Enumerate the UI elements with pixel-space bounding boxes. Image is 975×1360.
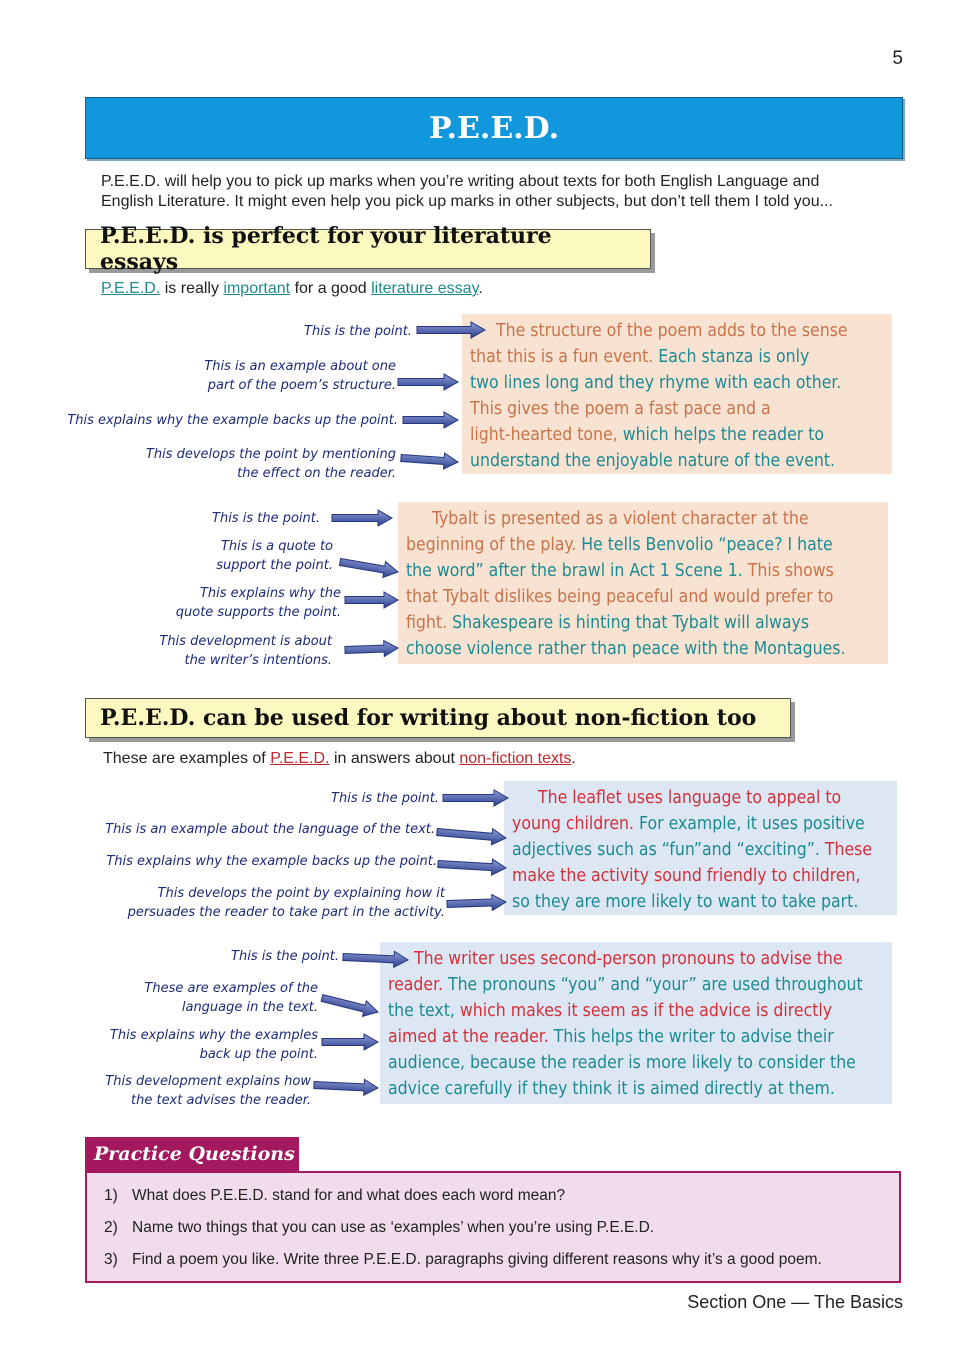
label-line: This is a quote to <box>220 539 333 554</box>
question-number: 3) <box>104 1251 118 1268</box>
label-line: This explains why the examples <box>109 1028 318 1043</box>
section-heading-text: P.E.E.D. is perfect for your literature essays <box>100 223 552 275</box>
peed-link[interactable]: P.E.E.D. <box>270 750 330 767</box>
label-line: language in the text. <box>181 1000 318 1015</box>
pointer-arrow-icon <box>345 640 399 658</box>
page-number: 5 <box>892 48 903 69</box>
practice-question <box>104 1187 565 1205</box>
paragraph-text: The leaflet uses language to appeal to <box>538 788 842 808</box>
practice-questions-tab <box>85 1137 299 1171</box>
paragraph-text: He tells Benvolio “peace? I hate <box>581 535 833 555</box>
paragraph-text: fight. <box>406 613 453 633</box>
label-line: part of the poem’s structure. <box>207 378 396 393</box>
paragraph-text: that Tybalt dislikes being peaceful and would prefer to <box>406 587 834 607</box>
paragraph-text: This gives the poem a fast pace and a <box>470 399 771 419</box>
label-point: This is the point. <box>304 324 412 339</box>
label-line: quote supports the point. <box>175 605 341 620</box>
label-line: These are examples of the <box>144 981 318 996</box>
label-point: This is the point. <box>231 949 339 964</box>
paragraph-text: Tybalt is presented as a violent character at the <box>432 509 809 529</box>
intro-line-1: P.E.E.D. will help you to pick up marks when you’re writing about texts for both English Language and <box>101 173 820 190</box>
question-text: Name two things that you can use as ‘examples’ when you’re using P.E.E.D. <box>132 1219 655 1236</box>
paragraph-text: advice carefully if they think it is aimed directly at them. <box>388 1079 835 1099</box>
non-fiction-texts-link[interactable]: non-fiction texts <box>459 750 572 767</box>
label-line: This explains why the <box>199 586 341 601</box>
paragraph-text: adjectives such as “fun”and “exciting”. <box>512 840 825 860</box>
paragraph-text: For example, it uses positive <box>639 814 865 834</box>
practice-question <box>104 1251 822 1269</box>
paragraph-text: This helps the writer to advise their <box>553 1027 834 1047</box>
label-line: the effect on the reader. <box>237 466 396 481</box>
paragraph-text: This shows <box>747 561 834 581</box>
paragraph-text: The writer uses second-person pronouns to advise the <box>414 949 843 969</box>
pointer-arrow-icon <box>443 790 508 806</box>
label-line: the writer’s intentions. <box>184 653 332 668</box>
paragraph-text: so they are more likely to want to take part. <box>512 892 859 912</box>
lead-text: These are examples of <box>103 750 271 767</box>
pointer-arrow-icon <box>345 592 398 608</box>
label-line: This is an example about one <box>204 359 396 374</box>
paragraph-text: understand the enjoyable nature of the event. <box>470 451 836 471</box>
question-text: Find a poem you like. Write three P.E.E.D. paragraphs giving different reasons why it’s a good poem. <box>132 1251 822 1268</box>
paragraph-text: Shakespeare is hinting that Tybalt will always <box>452 613 810 633</box>
pointer-arrow-icon <box>322 1034 378 1050</box>
section-heading-text: P.E.E.D. can be used for writing about non-fiction too <box>100 705 757 731</box>
pointer-arrow-icon <box>403 412 458 428</box>
label-line: back up the point. <box>199 1047 318 1062</box>
page-title: P.E.E.D. <box>428 110 560 146</box>
paragraph-text: the text, <box>388 1001 460 1021</box>
label-line: This develops the point by explaining how it <box>157 886 445 901</box>
pointer-arrow-icon <box>400 450 458 470</box>
practice-questions-title: Practice Questions <box>94 1143 295 1165</box>
practice-question <box>104 1219 654 1237</box>
label-line: This develops the point by mentioning <box>145 447 396 462</box>
question-text: What does P.E.E.D. stand for and what does each word mean? <box>132 1187 566 1204</box>
pointer-arrow-icon <box>398 374 458 390</box>
paragraph-text: aimed at the reader. <box>388 1027 554 1047</box>
paragraph-text: The structure of the poem adds to the sense <box>496 321 848 341</box>
literature-essay-link[interactable]: literature essay <box>371 280 479 297</box>
important-link[interactable]: important <box>223 280 291 297</box>
paragraph-text: the word” after the brawl in Act 1 Scene 1. <box>406 561 748 581</box>
pointer-arrow-icon <box>320 990 380 1020</box>
paragraph-text: The pronouns “you” and “your” are used throughout <box>447 975 863 995</box>
paragraph-text: audience, because the reader is more likely to consider the <box>388 1053 856 1073</box>
paragraph-text: light-hearted tone, <box>470 425 623 445</box>
paragraph-text: These <box>824 840 873 860</box>
pointer-arrow-icon <box>438 856 507 876</box>
paragraph-text: choose violence rather than peace with the Montagues. <box>406 639 846 659</box>
label-explain: This explains why the example backs up the point. <box>67 413 398 428</box>
paragraph-text: young children. <box>512 814 640 834</box>
intro-line-2: English Literature. It might even help you pick up marks in other subjects, but don’t tell them I told you... <box>101 193 833 210</box>
paragraph-text: which helps the reader to <box>622 425 825 445</box>
paragraph-text: which makes it seem as if the advice is directly <box>459 1001 833 1021</box>
pointer-arrow-icon <box>417 322 485 338</box>
peed-link[interactable]: P.E.E.D. <box>101 280 161 297</box>
paragraph-text: that this is a fun event. <box>470 347 659 367</box>
lead-text: is really <box>160 280 224 297</box>
lead-text: . <box>571 750 576 767</box>
pointer-arrow-icon <box>332 510 392 526</box>
question-number: 2) <box>104 1219 118 1236</box>
paragraph-text: beginning of the play. <box>406 535 582 555</box>
label-point: This is the point. <box>212 511 320 526</box>
pointer-arrow-icon <box>314 1077 379 1096</box>
pointer-arrow-icon <box>436 824 506 846</box>
pointer-arrow-icon <box>339 554 400 580</box>
lead-text: for a good <box>290 280 372 297</box>
question-number: 1) <box>104 1187 118 1204</box>
label-line: This development explains how <box>105 1074 311 1089</box>
paragraph-text: two lines long and they rhyme with each other. <box>470 373 842 393</box>
label-line: persuades the reader to take part in the activity. <box>127 905 445 920</box>
lead-text: in answers about <box>329 750 460 767</box>
pointer-arrow-icon <box>343 949 409 968</box>
label-line: This development is about <box>159 634 332 649</box>
paragraph-text: reader. <box>388 975 448 995</box>
label-point: This is the point. <box>331 791 439 806</box>
label-example: This is an example about the language of the text. <box>105 822 435 837</box>
label-line: the text advises the reader. <box>131 1093 311 1108</box>
label-line: support the point. <box>216 558 333 573</box>
label-explain: This explains why the example backs up the point. <box>106 854 437 869</box>
pointer-arrow-icon <box>447 894 507 912</box>
paragraph-text: Each stanza is only <box>658 347 810 367</box>
lead-text: . <box>478 280 483 297</box>
paragraph-text: make the activity sound friendly to children, <box>512 866 861 886</box>
footer-section-title: Section One — The Basics <box>687 1292 903 1312</box>
